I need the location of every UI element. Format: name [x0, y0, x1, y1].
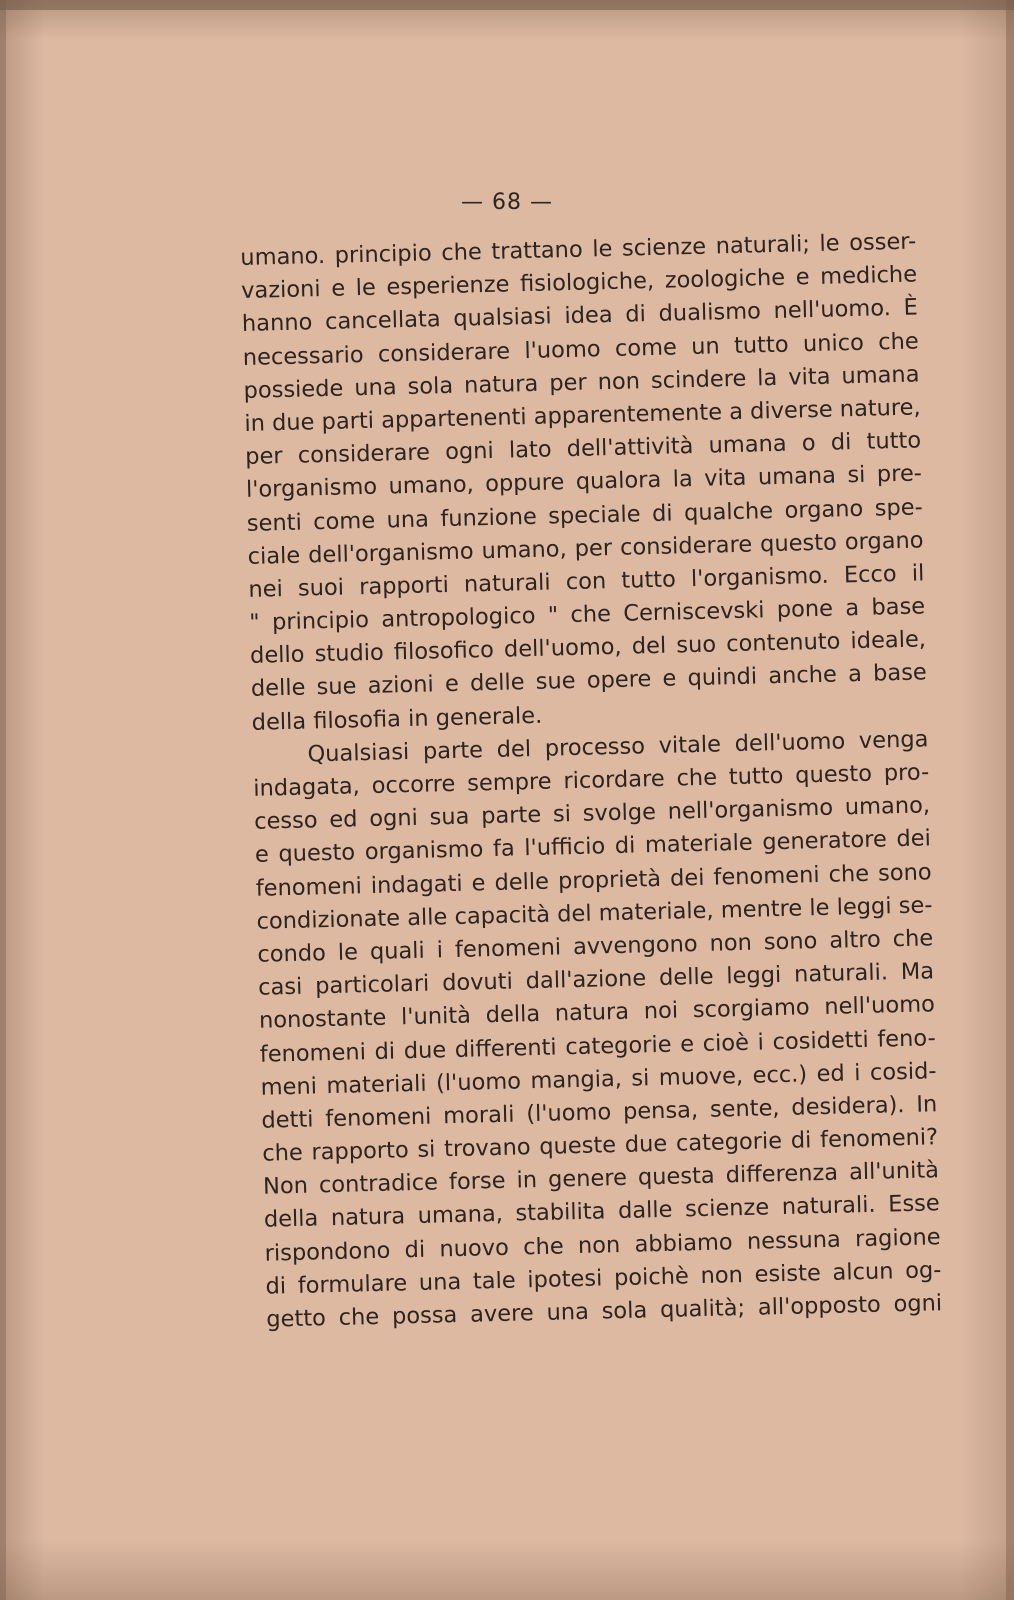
text-line: Qualsiasi parte del processo vitale dell'uomo venga [307, 726, 929, 768]
text-line: in due parti appartenenti apparentemente a diverse nature, [244, 394, 921, 437]
text-line: detti fenomeni morali (l'uomo pensa, sente, desidera). In [261, 1091, 938, 1134]
text-line: possiede una sola natura per non scindere la vita umana [243, 361, 920, 404]
text-line: ciale dell'organismo umano, per considerare questo organo [247, 527, 924, 570]
text-line: delle sue azioni e delle sue opere e quindi anche a base [250, 659, 928, 703]
page-top-edge [0, 0, 1014, 10]
text-line: fenomeni indagati e delle proprietà dei fenomeni che sono [255, 858, 932, 902]
text-line: rispondono di nuovo che non abbiamo nessuna ragione [264, 1223, 941, 1267]
text-line: Non contradice forse in genere questa differenza all'unità [262, 1157, 940, 1200]
text-line: che rapporto si trovano queste due categorie di fenomeni? [261, 1124, 939, 1167]
text-line: di formulare una tale ipotesi poichè non esiste alcun og- [265, 1256, 942, 1300]
text-line: getto che possa avere una sola qualità; all'opposto ogni [266, 1290, 943, 1333]
text-line: nonostante l'unità della natura noi scorgiamo nell'uomo [258, 991, 936, 1035]
text-line: hanno cancellata qualsiasi idea di dualismo nell'uomo. È [241, 294, 919, 338]
text-line: " principio antropologico " che Cerniscevski pone a base [248, 593, 926, 636]
page-right-edge [1006, 0, 1014, 1600]
text-line: l'organismo umano, oppure qualora la vita umana si pre- [245, 460, 923, 504]
text-line: senti come una funzione speciale di qualche organo spe- [246, 493, 923, 537]
body-text [240, 225, 943, 1336]
text-line: fenomeni di due differenti categorie e cioè i cosidetti feno- [259, 1024, 936, 1068]
page-number: — 68 — [461, 190, 553, 215]
text-line: per considerare ogni lato dell'attività umana o di tutto [244, 427, 922, 471]
text-line: indagata, occorre sempre ricordare che tutto questo pro- [253, 759, 930, 802]
text-line: umano. principio che trattano le scienze naturali; le osser- [240, 228, 917, 271]
text-line: dello studio filosofico dell'uomo, del suo contenuto ideale, [249, 626, 927, 670]
text-line: e questo organismo fa l'ufficio di materiale generatore dei [254, 825, 932, 869]
text-line: vazioni e le esperienze fisiologiche, zoologiche e mediche [240, 261, 918, 305]
text-line: meni materiali (l'uomo mangia, si muove, ecc.) ed i cosid- [260, 1057, 937, 1101]
text-line: cesso ed ogni sua parte si svolge nell'organismo umano, [253, 792, 931, 836]
text-line: della natura umana, stabilita dalle scienze naturali. Esse [263, 1190, 941, 1234]
text-line: della filosofia in generale. [251, 702, 543, 736]
text-line: nei suoi rapporti naturali con tutto l'organismo. Ecco il [248, 560, 925, 603]
page-left-edge [0, 0, 6, 1600]
text-line: necessario considerare l'uomo come un tutto unico che [242, 328, 919, 371]
text-line: condo le quali i fenomeni avvengono non sono altro che [257, 925, 934, 968]
text-line: condizionate alle capacità del materiale, mentre le leggi se- [256, 892, 933, 935]
text-line: casi particolari dovuti dall'azione delle leggi naturali. Ma [257, 958, 935, 1001]
